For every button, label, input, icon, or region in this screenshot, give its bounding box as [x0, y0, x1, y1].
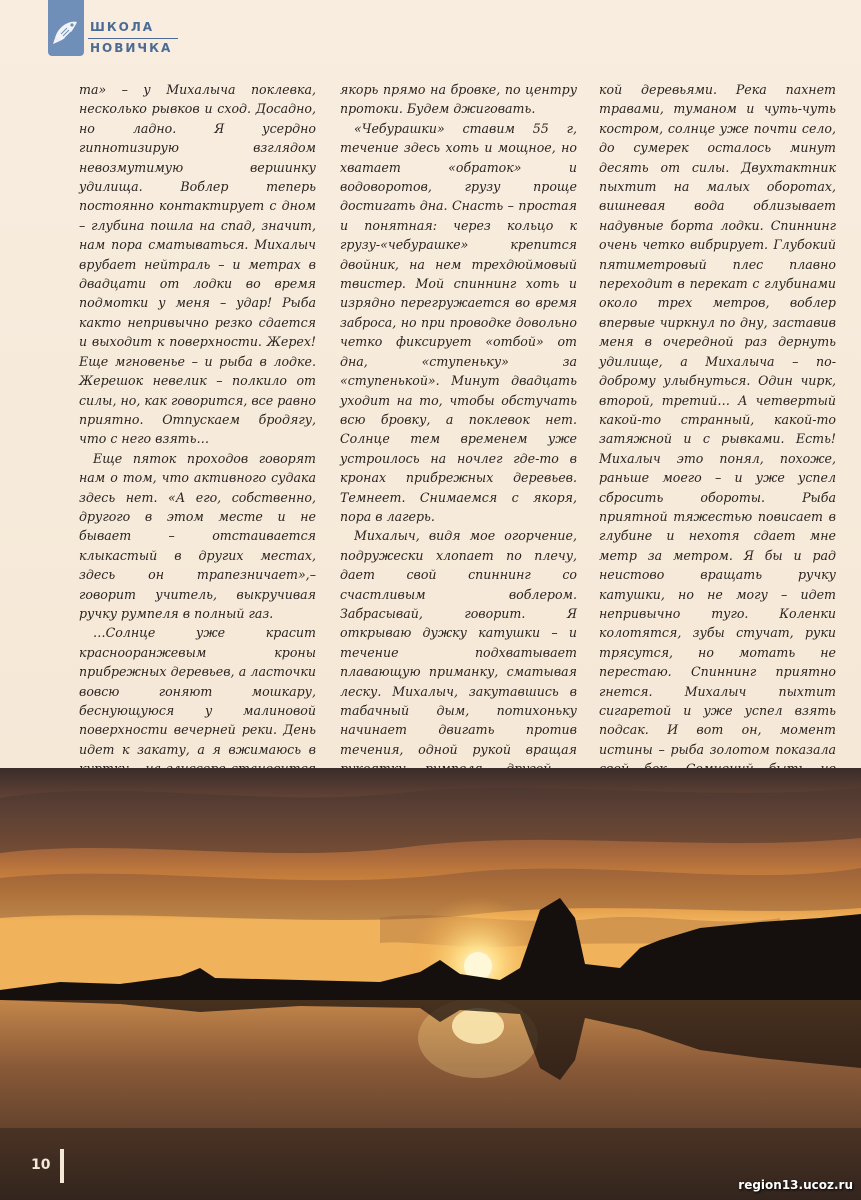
paragraph: …Солнце уже красит краснооранжевым кроны прибрежных деревьев, а ласточки вовсю гоняют мошкару, беснующуюся у малиновой поверхности вечерней реки. День идет к закату, а я вжимаюсь в	[79, 625, 316, 757]
paragraph: «Чебурашки» ставим 55 г, течение здесь хоть и мощное, но хватает «обраток» и водоворотов, грузу проще достигать дна. Снасть – простая и понятная: через кольцо к грузу-«чебурашке» крепится двойник, на нем трехдюймовый твистер. Мой спиннинг хоть и изрядно перегружается во время заброса, но при проводке довольно четко фиксирует «отбой» от дна, «ступеньку» за «ступенькой». Минут двадцать уходит на то, чтобы обстучать всю бровку, а поклевок нет. Солнце тем временем уже устроилось на ночлег где-то в кронах прибрежных деревьев. Темнеет. Снимаемся с якоря, пора в лагерь.	[340, 120, 577, 524]
paragraph: Еще пяток проходов говорят нам о том, что активного судака здесь нет. «А его, собственно, другого в этом месте и не бывает – отстаивается клыкастый в других местах, здесь он трапезничает»,– говорит учитель, выкручивая ручку румпеля в полный газ.	[79, 450, 316, 621]
page-number: 10	[31, 1157, 51, 1173]
sunset-illustration	[0, 768, 861, 1200]
watermark: region13.ucoz.ru	[738, 1178, 853, 1192]
sunset-river-photo	[0, 768, 861, 1200]
paragraph: та» – у Михалыча поклевка, несколько рывков и сход. Досадно, но ладно. Я усердно гипнотизирую взглядом невозмутимую вершинку удилища. Воблер теперь постоянно контактирует с дном – глубина пошла на спад, значит, нам пора сматываться. Михалыч врубает нейтраль – и метрах в двадцати от лодки во время подмотки у меня – удар! Рыба както непривычно резко сдается и выходит к поверхности. Жерех! Еще мгновенье – и рыба в лодке. Жерешок невелик – полкило от силы, но, как говорится, все равно приятно. Отпускаем бродягу, что с него взять…	[79, 82, 316, 447]
paragraph: Михалыч, видя мое огорчение, подружески хлопает по плечу, дает свой спиннинг со счастливым воблером. Забрасывай, говорит. Я открываю дужку катушки – и течение подхватывает плавающую приманку, сматывая леску. Михалыч, закутавшись в табачный дым, потихоньку начинает двигать против течения, одной рукой вращая	[340, 528, 577, 757]
rubric-title-line1: ШКОЛА	[90, 20, 155, 34]
rubric-divider	[88, 38, 178, 39]
paragraph: кой деревьями. Река пахнет травами, туманом и чуть-чуть костром, солнце уже почти село, до сумерек осталось минут десять от силы. Двухтактник пыхтит на малых оборотах, вишневая вода облизывает надувные борта лодки. Спиннинг очень четко вибрирует. Глубокий пятиметровый плес плавно переходит в перекат с глубинами около трех метров, воблер впервые чиркнул по дну, заставив меня в очередной раз дернуть удилище, а Михалыча – по-доброму улыбнуться. Один чирк, второй, третий… А четвертый какой-то странный, какой-то затяжной и с рывками. Есть! Михалыч это понял, похоже, раньше моего – и уже успел сбросить обороты. Рыба приятной тяжестью повисает в глубине и нехотя сдает мне метр за метром. Я бы и рад неистово вращать ручку катушки, но не могу – идет непривычно туго. Коленки колотятся, зубы стучат, руки трясутся, но мотать не перестаю. Спиннинг приятно гнется. Михалыч пыхтит сигаретой и уже успел взять подсак. И вот он, момент истины – рыба золотом показала	[599, 82, 836, 757]
page-number-bar	[60, 1149, 64, 1183]
section-rubric	[48, 0, 178, 62]
paragraph: якорь прямо на бровке, по центру протоки. Будем джиговать.	[340, 82, 577, 117]
fish-logo-icon	[48, 0, 84, 56]
rubric-title-line2: НОВИЧКА	[90, 41, 173, 55]
